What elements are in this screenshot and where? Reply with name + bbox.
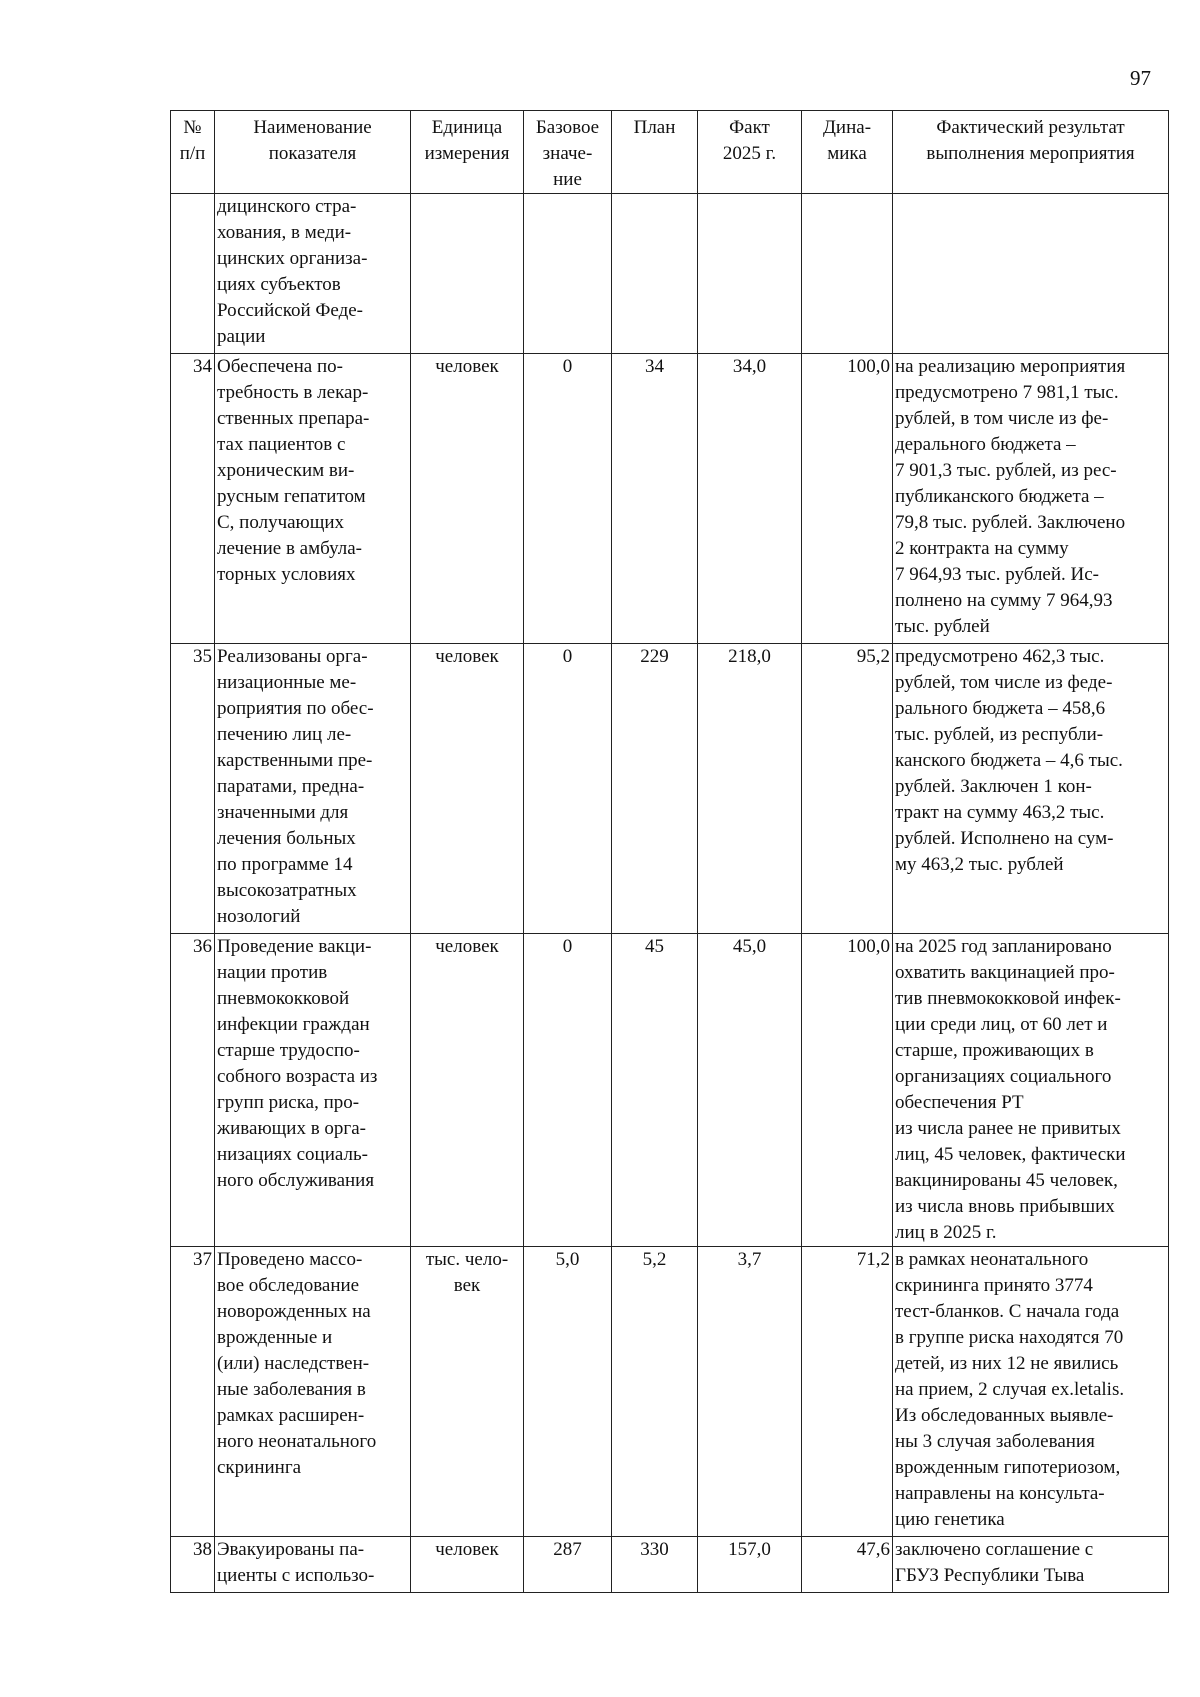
row-result: на 2025 год запланировано охватить вакцинацией про- тив пневмококковой инфек- ции среди лиц, от 60 лет и старше, проживающих в организациях социального обеспечения РТ из числа ранее не привитых лиц, 45 человек, фактически вакцинированы 45 человек, из числа вновь прибывших лиц в 2025 г. — [893, 934, 1169, 1247]
row-fact: 34,0 — [698, 354, 802, 644]
header-unit: Единица измерения — [411, 111, 524, 194]
row-dynamics — [802, 194, 893, 354]
row-plan: 5,2 — [612, 1247, 698, 1537]
row-name: Проведение вакци- нации против пневмококковой инфекции граждан старше трудоспо- собного возраста из групп риска, про- живающих в орга- низациях социаль- ного обслуживания — [215, 934, 411, 1247]
row-dynamics: 100,0 — [802, 354, 893, 644]
row-plan: 34 — [612, 354, 698, 644]
row-dynamics: 95,2 — [802, 644, 893, 934]
row-fact: 3,7 — [698, 1247, 802, 1537]
row-dynamics: 71,2 — [802, 1247, 893, 1537]
table-header-row — [171, 111, 1169, 194]
row-unit: человек — [411, 644, 524, 934]
row-name: Эвакуированы па- циенты с использо- — [215, 1537, 411, 1593]
table-row — [171, 1537, 1169, 1593]
row-num: 35 — [171, 644, 215, 934]
row-fact: 45,0 — [698, 934, 802, 1247]
header-num: № п/п — [171, 111, 215, 194]
row-result — [893, 194, 1169, 354]
row-num: 38 — [171, 1537, 215, 1593]
header-plan: План — [612, 111, 698, 194]
header-fact: Факт 2025 г. — [698, 111, 802, 194]
row-plan: 45 — [612, 934, 698, 1247]
row-base — [524, 194, 612, 354]
row-result: предусмотрено 462,3 тыс. рублей, том числе из феде- рального бюджета – 458,6 тыс. рублей, из республи- канского бюджета – 4,6 тыс. рублей. Заключен 1 кон- тракт на сумму 463,2 тыс. рублей. Исполнено на сум- му 463,2 тыс. рублей — [893, 644, 1169, 934]
row-plan: 229 — [612, 644, 698, 934]
row-num — [171, 194, 215, 354]
table-row — [171, 194, 1169, 354]
header-base: Базовое значе- ние — [524, 111, 612, 194]
row-result: на реализацию мероприятия предусмотрено 7 981,1 тыс. рублей, в том числе из фе- дерального бюджета – 7 901,3 тыс. рублей, из рес- публиканского бюджета – 79,8 тыс. рублей. Заключено 2 контракта на сумму 7 964,93 тыс. рублей. Ис- полнено на сумму 7 964,93 тыс. рублей — [893, 354, 1169, 644]
row-fact: 218,0 — [698, 644, 802, 934]
row-name: Обеспечена по- требность в лекар- ственных препара- тах пациентов с хроническим ви- русным гепатитом С, получающих лечение в амбула- торных условиях — [215, 354, 411, 644]
row-unit: человек — [411, 1537, 524, 1593]
page-number: 97 — [1130, 66, 1151, 90]
table-row — [171, 934, 1169, 1247]
row-plan — [612, 194, 698, 354]
header-dynamics: Дина- мика — [802, 111, 893, 194]
header-result: Фактический результат выполнения мероприятия — [893, 111, 1169, 194]
row-num: 34 — [171, 354, 215, 644]
table-row — [171, 1247, 1169, 1537]
row-base: 287 — [524, 1537, 612, 1593]
row-base: 5,0 — [524, 1247, 612, 1537]
row-name: дицинского стра- хования, в меди- цинских организа- циях субъектов Российской Феде- рации — [215, 194, 411, 354]
row-plan: 330 — [612, 1537, 698, 1593]
row-unit: человек — [411, 934, 524, 1247]
row-num: 36 — [171, 934, 215, 1247]
header-name: Наименование показателя — [215, 111, 411, 194]
row-base: 0 — [524, 354, 612, 644]
row-base: 0 — [524, 934, 612, 1247]
row-fact: 157,0 — [698, 1537, 802, 1593]
row-dynamics: 47,6 — [802, 1537, 893, 1593]
row-base: 0 — [524, 644, 612, 934]
row-name: Проведено массо- вое обследование новорожденных на врожденные и (или) наследствен- ные заболевания в рамках расширен- ного неонатального скрининга — [215, 1247, 411, 1537]
row-dynamics: 100,0 — [802, 934, 893, 1247]
row-unit: человек — [411, 354, 524, 644]
row-unit: тыс. чело- век — [411, 1247, 524, 1537]
row-result: в рамках неонатального скрининга принято 3774 тест-бланков. С начала года в группе риска находятся 70 детей, из них 12 не явились на прием, 2 случая ex.letalis. Из обследованных выявле- ны 3 случая заболевания врожденным гипотериозом, направлены на консульта- цию генетика — [893, 1247, 1169, 1537]
row-unit — [411, 194, 524, 354]
row-fact — [698, 194, 802, 354]
row-result: заключено соглашение с ГБУЗ Республики Тыва — [893, 1537, 1169, 1593]
row-num: 37 — [171, 1247, 215, 1537]
table-row — [171, 644, 1169, 934]
table-row — [171, 354, 1169, 644]
indicators-table — [170, 110, 1169, 1593]
row-name: Реализованы орга- низационные ме- роприятия по обес- печению лиц ле- карственными пре- паратами, предна- значенными для лечения больных по программе 14 высокозатратных нозологий — [215, 644, 411, 934]
